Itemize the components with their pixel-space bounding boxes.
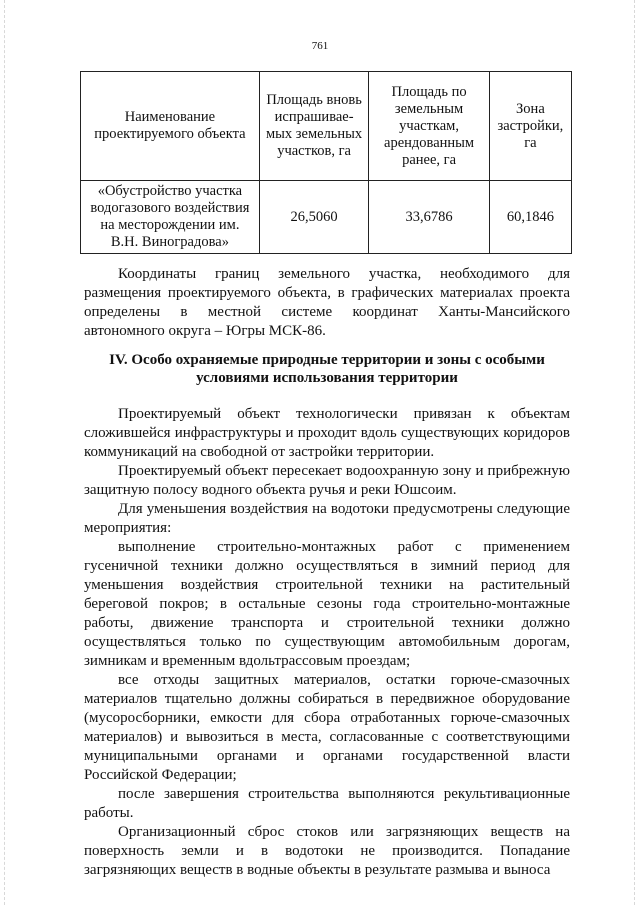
coordinates-block [84, 265, 570, 341]
paragraph: Организационный сброс стоков или загрязняющих веществ на поверхность земли и в водотоки не производится. Попадание загрязняющих веществ в водные объекты в результате размыва и выноса [84, 824, 570, 878]
table-cell: 26,5060 [259, 181, 368, 254]
section-body [84, 405, 570, 880]
table-header-cell: Площадь по земельным участкам, арендованным ранее, га [369, 72, 490, 181]
paragraph: Проектируемый объект технологически привязан к объектам сложившейся инфраструктуры и проходит вдоль существующих коридоров коммуникаций на свободной от застройки территории. [84, 406, 570, 460]
section-heading: IV. Особо охраняемые природные территории и зоны с особыми условиями использования территории [109, 352, 545, 386]
table-cell: 33,6786 [369, 181, 490, 254]
paragraph: после завершения строительства выполняются рекультивационные работы. [84, 786, 570, 821]
table-row [81, 181, 572, 254]
paragraph: Для уменьшения воздействия на водотоки предусмотрены следующие мероприятия: [84, 501, 570, 536]
paragraph: выполнение строительно-монтажных работ с применением гусеничной техники должно осуществляться в зимний период для уменьшения воздействия строительной техники на растительный береговой покров; в остальные сезоны года строительно-монтажные работы, движение транспорта и строительной техники должно осуществляться только по существующим автомобильным дорогам, зимникам и временным вдольтрассовым проездам; [84, 539, 570, 669]
page-number: 761 [311, 40, 329, 52]
scan-right-edge [634, 0, 636, 905]
paragraph: Координаты границ земельного участка, необходимого для размещения проектируемого объекта, в графических материалах проекта определены в местной системе координат Ханты-Мансийского автономного округа – Югры МСК-86. [84, 266, 570, 339]
scan-left-edge [4, 0, 6, 905]
table-header-cell: Площадь вновь испрашивае-мых земельных участков, га [259, 72, 368, 181]
paragraph: Проектируемый объект пересекает водоохранную зону и прибрежную защитную полосу водного объекта ручья и реки Юшсоим. [84, 463, 570, 498]
table-header-row [81, 72, 572, 181]
paragraph: все отходы защитных материалов, остатки горюче-смазочных материалов тщательно должны собираться в передвижное оборудование (мусоросборники, емкости для сбора отработанных горюче-смазочных материалов) и вывозиться в места, согласованные с соответствующими муниципальными органами и органами государственной власти Российской Федерации; [84, 672, 570, 783]
table-header-cell: Зона застройки, га [489, 72, 571, 181]
land-area-table [80, 71, 572, 254]
table-cell: «Обустройство участка водогазового воздействия на месторождении им. В.Н. Виноградова» [81, 181, 260, 254]
table-header-cell: Наименование проектируемого объекта [81, 72, 260, 181]
table-cell: 60,1846 [489, 181, 571, 254]
